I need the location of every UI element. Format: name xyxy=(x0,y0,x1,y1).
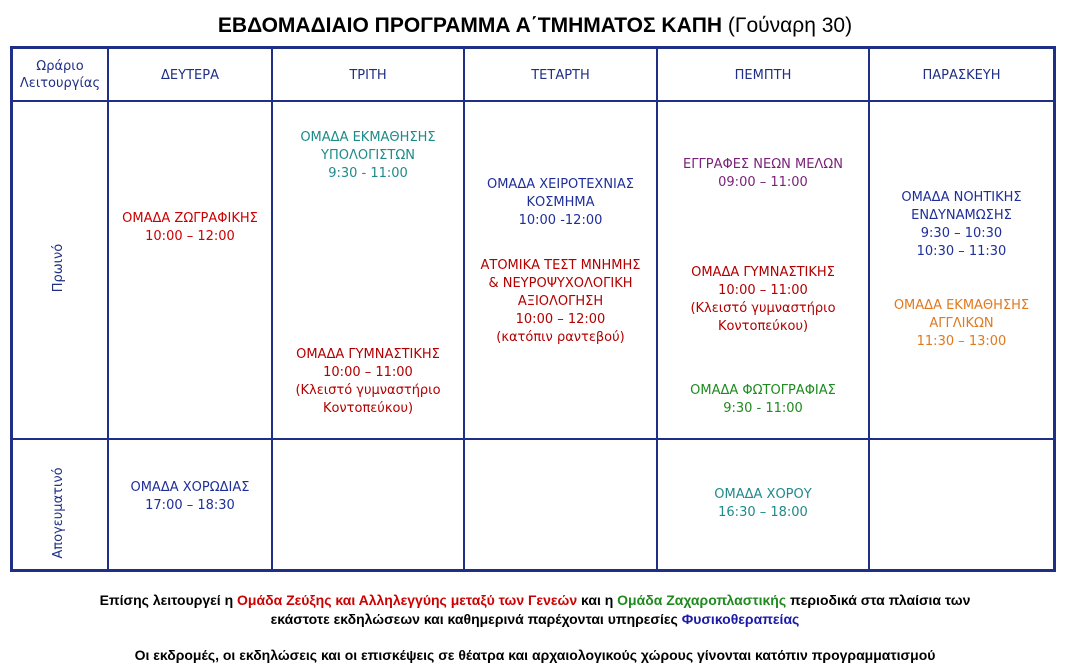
event-line: ΟΜΑΔΑ ΧΟΡΟΥ xyxy=(714,487,812,502)
page-title xyxy=(0,14,1070,38)
event-line: & ΝΕΥΡΟΨΥΧΟΛΟΓΙΚΗ xyxy=(488,276,633,291)
event-line: ΟΜΑΔΑ ΓΥΜΝΑΣΤΙΚΗΣ xyxy=(296,347,440,362)
event-dance xyxy=(658,486,868,522)
event-line: 9:30 - 11:00 xyxy=(328,166,408,181)
header-hours-line1: Ωράριο xyxy=(36,59,84,74)
event-line: Κοντοπεύκου) xyxy=(717,319,809,334)
event-line: ΟΜΑΔΑ ΦΩΤΟΓΡΑΦΙΑΣ xyxy=(690,383,836,398)
event-line: 10:30 – 11:30 xyxy=(916,244,1007,259)
header-hours-line2: Λειτουργίας xyxy=(19,76,101,91)
footer-pastry-group: Ομάδα Ζαχαροπλαστικής xyxy=(617,592,787,608)
event-line: ΚΟΣΜΗΜΑ xyxy=(526,195,595,210)
event-line: 11:30 – 13:00 xyxy=(916,334,1007,349)
event-photography xyxy=(658,382,868,418)
title-address: (Γούναρη 30) xyxy=(727,14,853,37)
row-label-morning: Πρωινό xyxy=(51,243,66,293)
event-line: ΑΤΟΜΙΚΑ ΤΕΣΤ ΜΝΗΜΗΣ xyxy=(480,258,641,273)
event-registrations xyxy=(658,156,868,192)
header-friday: ΠΑΡΑΣΚΕΥΗ xyxy=(922,67,1001,83)
event-gymnastics-tue xyxy=(273,346,463,418)
event-line: Κοντοπεύκου) xyxy=(322,401,414,416)
event-line: 10:00 – 11:00 xyxy=(323,365,413,380)
event-line: ΟΜΑΔΑ ΕΚΜΑΘΗΣΗΣ xyxy=(300,130,436,145)
event-line: 09:00 – 11:00 xyxy=(718,175,808,190)
header-hours xyxy=(13,49,107,101)
event-line: 16:30 – 18:00 xyxy=(718,505,808,520)
header-thursday: ΠΕΜΠΤΗ xyxy=(734,67,792,83)
event-line: ΟΜΑΔΑ ΓΥΜΝΑΣΤΙΚΗΣ xyxy=(691,265,835,280)
event-line: ΟΜΑΔΑ ΧΟΡΩΔΙΑΣ xyxy=(130,480,250,495)
title-main: ΕΒΔΟΜΑΔΙΑΙΟ ΠΡΟΓΡΑΜΜΑ Α΄ΤΜΗΜΑΤΟΣ ΚΑΠΗ xyxy=(217,14,723,37)
header-tuesday: ΤΡΙΤΗ xyxy=(349,67,387,83)
event-line: 10:00 – 12:00 xyxy=(145,229,235,244)
schedule-table xyxy=(10,46,1056,572)
footer-text: εκάστοτε εκδηλώσεων και καθημερινά παρέχονται υπηρεσίες xyxy=(270,611,682,627)
event-line: 9:30 - 11:00 xyxy=(723,401,803,416)
event-line: ΟΜΑΔΑ ΝΟΗΤΙΚΗΣ xyxy=(901,190,1022,205)
footer-note-2: Οι εκδρομές, οι εκδηλώσεις και οι επισκέψεις σε θέατρα και αρχαιολογικούς χώρους γίνονται κατόπιν προγραμματισμού xyxy=(134,647,936,663)
event-painting xyxy=(109,210,271,246)
event-computers xyxy=(273,129,463,183)
column-divider xyxy=(271,49,273,569)
event-line: ΑΓΓΛΙΚΩΝ xyxy=(929,316,994,331)
event-line: ΟΜΑΔΑ ΖΩΓΡΑΦΙΚΗΣ xyxy=(122,211,258,226)
event-line: ΑΞΙΟΛΟΓΗΣΗ xyxy=(517,294,604,309)
footer-text: Επίσης λειτουργεί η xyxy=(99,592,238,608)
header-monday: ΔΕΥΤΕΡΑ xyxy=(161,67,219,83)
event-line: (κατόπιν ραντεβού) xyxy=(496,330,625,345)
event-line: (Κλειστό γυμναστήριο xyxy=(295,383,441,398)
event-crafts xyxy=(465,176,656,230)
event-english xyxy=(870,297,1053,351)
row-label-afternoon: Απογευματινό xyxy=(51,467,66,559)
header-wednesday: ΤΕΤΑΡΤΗ xyxy=(531,67,590,83)
event-line: ΟΜΑΔΑ ΧΕΙΡΟΤΕΧΝΙΑΣ xyxy=(486,177,634,192)
footer-note-1 xyxy=(0,591,1070,629)
event-line: 10:00 -12:00 xyxy=(518,213,603,228)
footer-physiotherapy: Φυσικοθεραπείας xyxy=(681,611,800,627)
event-line: 17:00 – 18:30 xyxy=(145,498,235,513)
event-choir xyxy=(109,479,271,515)
event-line: 10:00 – 11:00 xyxy=(718,283,808,298)
footer-intergenerational-group: Ομάδα Ζεύξης και Αλληλεγγύης μεταξύ των Γενεών xyxy=(237,592,578,608)
event-line: 9:30 – 10:30 xyxy=(920,226,1003,241)
row-divider xyxy=(13,438,1053,440)
event-line: ΥΠΟΛΟΓΙΣΤΩΝ xyxy=(321,148,415,163)
event-line: (Κλειστό γυμναστήριο xyxy=(690,301,836,316)
event-line: ΟΜΑΔΑ ΕΚΜΑΘΗΣΗΣ xyxy=(893,298,1030,313)
event-line: ΕΝΔΥΝΑΜΩΣΗΣ xyxy=(911,208,1012,223)
event-memory-tests xyxy=(465,257,656,347)
footer-text: περιοδικά στα πλαίσια των xyxy=(786,592,971,608)
event-line: 10:00 – 12:00 xyxy=(515,312,606,327)
event-cognitive xyxy=(870,189,1053,261)
footer-text: και η xyxy=(577,592,618,608)
event-gymnastics-thu xyxy=(658,264,868,336)
event-line: ΕΓΓΡΑΦΕΣ ΝΕΩΝ ΜΕΛΩΝ xyxy=(683,157,843,172)
